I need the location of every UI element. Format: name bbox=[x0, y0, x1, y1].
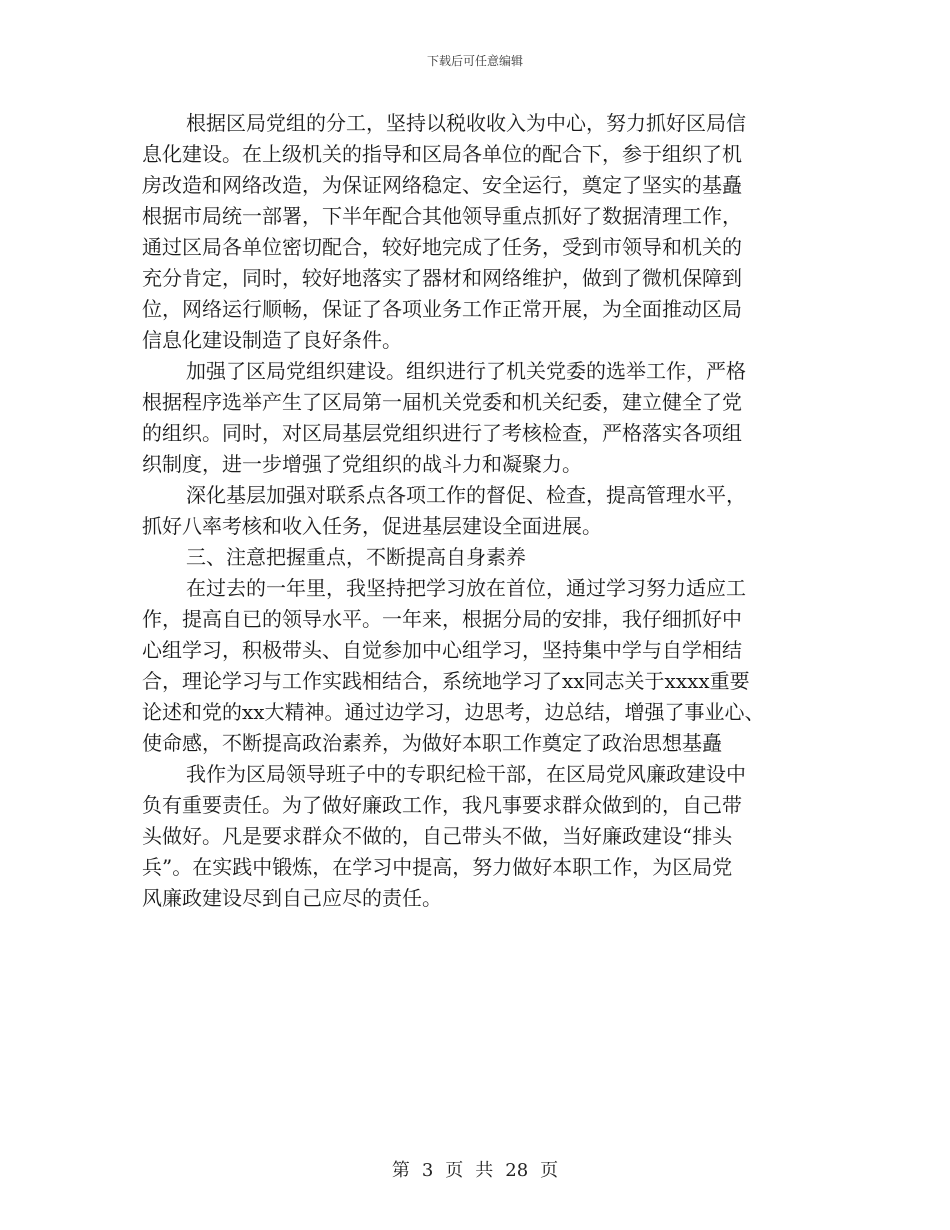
text-line: 根据程序选举产生了区局第一届机关党委和机关纪委，建立健全了党 bbox=[142, 390, 742, 414]
text-line: 织制度，进一步增强了党组织的战斗力和凝聚力。 bbox=[142, 452, 582, 476]
text-line: 息化建设。在上级机关的指导和区局各单位的配合下，参于组织了机 bbox=[142, 142, 742, 166]
footer-suffix: 页 bbox=[540, 1160, 559, 1181]
text-line: 深化基层加强对联系点各项工作的督促、检查，提高管理水平， bbox=[186, 483, 746, 507]
text-line: 合，理论学习与工作实践相结合，系统地学习了xx同志关于xxxx重要 bbox=[142, 669, 750, 693]
text-line: 房改造和网络改造，为保证网络稳定、安全运行，奠定了坚实的基矗 bbox=[142, 173, 742, 197]
footer-page-label: 页 bbox=[445, 1160, 464, 1181]
text-line: 负有重要责任。为了做好廉政工作，我凡事要求群众做到的，自己带 bbox=[142, 793, 742, 817]
page-header: 下载后可任意编辑 bbox=[426, 54, 523, 68]
text-line: 加强了区局党组织建设。组织进行了机关党委的选举工作，严格 bbox=[186, 359, 746, 383]
text-line: 根据区局党组的分工，坚持以税收收入为中心，努力抓好区局信 bbox=[186, 111, 746, 135]
total-page-count: 28 bbox=[505, 1160, 529, 1181]
text-line: 抓好八率考核和收入任务，促进基层建设全面进展。 bbox=[142, 514, 602, 538]
text-line: 在过去的一年里，我坚持把学习放在首位，通过学习努力适应工 bbox=[186, 576, 746, 600]
text-line: 使命感，不断提高政治素养，为做好本职工作奠定了政治思想基矗 bbox=[142, 731, 722, 755]
text-line: 头做好。凡是要求群众不做的，自己带头不做，当好廉政建设“排头 bbox=[142, 824, 733, 848]
footer-prefix: 第 bbox=[391, 1160, 410, 1181]
text-line: 位，网络运行顺畅，保证了各项业务工作正常开展，为全面推动区局 bbox=[142, 297, 742, 321]
text-line: 信息化建设制造了良好条件。 bbox=[142, 328, 402, 352]
document-body bbox=[142, 108, 810, 914]
text-line: 根据市局统一部署，下半年配合其他领导重点抓好了数据清理工作， bbox=[142, 204, 742, 228]
text-line: 通过区局各单位密切配合，较好地完成了任务，受到市领导和机关的 bbox=[142, 235, 742, 259]
text-line: 风廉政建设尽到自己应尽的责任。 bbox=[142, 886, 442, 910]
text-line: 的组织。同时，对区局基层党组织进行了考核检查，严格落实各项组 bbox=[142, 421, 742, 445]
text-line: 心组学习，积极带头、自觉参加中心组学习，坚持集中学与自学相结 bbox=[142, 638, 742, 662]
page-footer bbox=[0, 1156, 950, 1182]
text-line: 兵”。在实践中锻炼，在学习中提高，努力做好本职工作，为区局党 bbox=[142, 855, 733, 879]
current-page-number: 3 bbox=[421, 1160, 434, 1181]
section-heading: 三、注意把握重点，不断提高自身素养 bbox=[186, 545, 526, 569]
text-line: 作，提高自已的领导水平。一年来，根据分局的安排，我仔细抓好中 bbox=[142, 607, 742, 631]
text-line: 论述和党的xx大精神。通过边学习，边思考，边总结，增强了事业心、 bbox=[142, 700, 765, 724]
footer-total-label: 共 bbox=[475, 1160, 494, 1181]
text-line: 充分肯定，同时，较好地落实了器材和网络维护，做到了微机保障到 bbox=[142, 266, 742, 290]
text-line: 我作为区局领导班子中的专职纪检干部，在区局党风廉政建设中 bbox=[186, 762, 746, 786]
